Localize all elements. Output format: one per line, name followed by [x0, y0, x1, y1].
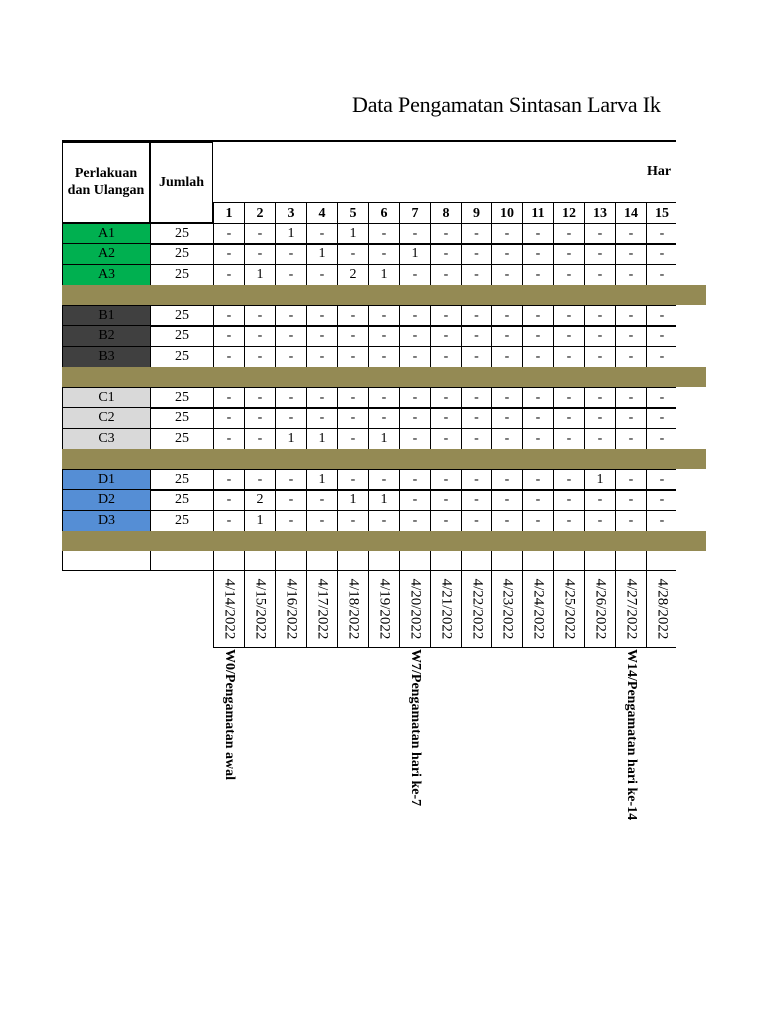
- observation-note: W7/Pengamatan hari ke-7: [408, 649, 423, 807]
- mortality-cell: -: [615, 243, 647, 265]
- header-days-label: Har: [647, 164, 672, 179]
- mortality-cell: -: [584, 243, 616, 265]
- header-treatment-label: Perlakuan dan Ulangan: [67, 166, 145, 198]
- date-cell: [213, 570, 245, 648]
- empty-day-cell: [584, 549, 616, 571]
- mortality-cell: 2: [244, 489, 276, 511]
- mortality-cell: -: [430, 428, 462, 450]
- empty-day-cell: [553, 549, 585, 571]
- mortality-cell: -: [553, 243, 585, 265]
- mortality-cell: -: [368, 407, 400, 429]
- row-count-b2: 25: [150, 325, 214, 347]
- group-separator: [62, 531, 706, 551]
- mortality-cell: 1: [584, 469, 616, 491]
- date-cell: [337, 570, 369, 648]
- mortality-cell: -: [275, 305, 307, 327]
- mortality-cell: 1: [399, 243, 431, 265]
- group-separator: [62, 449, 706, 469]
- mortality-cell: -: [306, 223, 338, 245]
- mortality-cell: -: [399, 346, 431, 368]
- day-number-11: 11: [522, 202, 554, 224]
- mortality-cell: -: [430, 305, 462, 327]
- mortality-cell: -: [399, 325, 431, 347]
- mortality-cell: -: [522, 469, 554, 491]
- date-label: 4/15/2022: [252, 578, 269, 640]
- mortality-cell: -: [584, 264, 616, 286]
- date-label: 4/16/2022: [283, 578, 300, 640]
- mortality-cell: -: [491, 428, 523, 450]
- mortality-cell: 1: [368, 489, 400, 511]
- date-cell: [306, 570, 338, 648]
- row-label-b2: B2: [62, 325, 151, 347]
- mortality-cell: -: [553, 387, 585, 409]
- mortality-cell: -: [337, 325, 369, 347]
- row-label-a1: A1: [62, 223, 151, 245]
- mortality-cell: -: [213, 264, 245, 286]
- mortality-cell: -: [430, 243, 462, 265]
- date-cell: [430, 570, 462, 648]
- date-cell: [461, 570, 492, 648]
- mortality-cell: -: [646, 305, 676, 327]
- day-number-6: 6: [368, 202, 400, 224]
- day-number-7: 7: [399, 202, 431, 224]
- row-count-d3: 25: [150, 510, 214, 532]
- mortality-cell: -: [244, 223, 276, 245]
- day-number-1: 1: [213, 202, 245, 224]
- mortality-cell: -: [399, 264, 431, 286]
- empty-day-cell: [646, 549, 676, 571]
- mortality-cell: -: [461, 243, 492, 265]
- row-label-a3: A3: [62, 264, 151, 286]
- row-label-d2: D2: [62, 489, 151, 511]
- mortality-cell: -: [275, 407, 307, 429]
- mortality-cell: -: [399, 469, 431, 491]
- mortality-cell: -: [213, 489, 245, 511]
- observation-note: W14/Pengamatan hari ke-14: [624, 649, 639, 821]
- mortality-cell: -: [522, 243, 554, 265]
- group-separator: [62, 285, 706, 305]
- empty-day-cell: [306, 549, 338, 571]
- date-cell: [522, 570, 554, 648]
- mortality-cell: -: [337, 387, 369, 409]
- mortality-cell: -: [615, 489, 647, 511]
- mortality-cell: 1: [275, 428, 307, 450]
- mortality-cell: -: [430, 407, 462, 429]
- date-label: 4/21/2022: [438, 578, 455, 640]
- mortality-cell: -: [646, 346, 676, 368]
- date-label: 4/18/2022: [345, 578, 362, 640]
- mortality-cell: -: [275, 264, 307, 286]
- empty-day-cell: [430, 549, 462, 571]
- mortality-cell: -: [337, 305, 369, 327]
- date-label: 4/19/2022: [376, 578, 393, 640]
- row-count-c1: 25: [150, 387, 214, 409]
- mortality-cell: -: [213, 223, 245, 245]
- mortality-cell: -: [584, 223, 616, 245]
- mortality-cell: -: [306, 346, 338, 368]
- mortality-cell: -: [553, 428, 585, 450]
- mortality-cell: -: [615, 469, 647, 491]
- date-label: 4/20/2022: [407, 578, 424, 640]
- mortality-cell: -: [553, 510, 585, 532]
- mortality-cell: -: [646, 407, 676, 429]
- empty-day-cell: [522, 549, 554, 571]
- mortality-cell: -: [646, 469, 676, 491]
- mortality-cell: -: [244, 305, 276, 327]
- row-count-c3: 25: [150, 428, 214, 450]
- row-count-d2: 25: [150, 489, 214, 511]
- mortality-cell: -: [306, 407, 338, 429]
- mortality-cell: -: [522, 407, 554, 429]
- mortality-cell: -: [430, 346, 462, 368]
- mortality-cell: -: [646, 243, 676, 265]
- mortality-cell: -: [430, 387, 462, 409]
- mortality-cell: -: [461, 407, 492, 429]
- row-count-c2: 25: [150, 407, 214, 429]
- mortality-cell: -: [337, 428, 369, 450]
- date-cell: [646, 570, 676, 648]
- empty-day-cell: [244, 549, 276, 571]
- mortality-cell: -: [244, 346, 276, 368]
- mortality-cell: -: [584, 325, 616, 347]
- empty-cell-count: [150, 549, 214, 571]
- mortality-cell: 1: [337, 223, 369, 245]
- empty-day-cell: [368, 549, 400, 571]
- date-cell: [368, 570, 400, 648]
- mortality-cell: -: [368, 510, 400, 532]
- mortality-cell: -: [275, 243, 307, 265]
- mortality-cell: -: [553, 407, 585, 429]
- mortality-cell: 1: [368, 428, 400, 450]
- mortality-cell: -: [584, 387, 616, 409]
- mortality-cell: -: [646, 223, 676, 245]
- day-number-15: 15: [646, 202, 676, 224]
- mortality-cell: -: [368, 305, 400, 327]
- row-label-b1: B1: [62, 305, 151, 327]
- mortality-cell: -: [213, 469, 245, 491]
- row-label-a2: A2: [62, 243, 151, 265]
- mortality-cell: -: [584, 510, 616, 532]
- row-count-b3: 25: [150, 346, 214, 368]
- mortality-cell: -: [615, 223, 647, 245]
- mortality-cell: -: [553, 489, 585, 511]
- mortality-cell: -: [213, 346, 245, 368]
- day-number-5: 5: [337, 202, 369, 224]
- mortality-cell: -: [306, 510, 338, 532]
- mortality-cell: -: [522, 489, 554, 511]
- mortality-cell: -: [275, 469, 307, 491]
- mortality-cell: -: [522, 223, 554, 245]
- mortality-cell: -: [553, 346, 585, 368]
- mortality-cell: -: [306, 489, 338, 511]
- date-label: 4/26/2022: [592, 578, 609, 640]
- mortality-cell: -: [213, 407, 245, 429]
- mortality-cell: -: [399, 407, 431, 429]
- day-number-12: 12: [553, 202, 585, 224]
- mortality-cell: -: [491, 264, 523, 286]
- date-label: 4/27/2022: [623, 578, 640, 640]
- mortality-cell: -: [399, 510, 431, 532]
- mortality-cell: -: [491, 305, 523, 327]
- mortality-cell: -: [522, 264, 554, 286]
- mortality-cell: -: [337, 346, 369, 368]
- row-label-b3: B3: [62, 346, 151, 368]
- mortality-cell: -: [368, 243, 400, 265]
- mortality-cell: -: [522, 346, 554, 368]
- mortality-cell: 1: [275, 223, 307, 245]
- mortality-cell: -: [553, 264, 585, 286]
- mortality-cell: -: [368, 469, 400, 491]
- mortality-cell: -: [275, 387, 307, 409]
- mortality-cell: -: [491, 407, 523, 429]
- mortality-cell: -: [491, 325, 523, 347]
- mortality-cell: -: [244, 387, 276, 409]
- row-count-a2: 25: [150, 243, 214, 265]
- mortality-cell: -: [646, 264, 676, 286]
- empty-day-cell: [337, 549, 369, 571]
- day-number-13: 13: [584, 202, 616, 224]
- day-number-14: 14: [615, 202, 647, 224]
- mortality-cell: -: [522, 325, 554, 347]
- mortality-cell: -: [522, 510, 554, 532]
- mortality-cell: -: [646, 428, 676, 450]
- mortality-cell: -: [213, 325, 245, 347]
- mortality-cell: -: [553, 305, 585, 327]
- date-cell: [584, 570, 616, 648]
- mortality-cell: -: [430, 223, 462, 245]
- row-count-d1: 25: [150, 469, 214, 491]
- day-number-8: 8: [430, 202, 462, 224]
- mortality-cell: -: [368, 325, 400, 347]
- mortality-cell: 2: [337, 264, 369, 286]
- mortality-cell: -: [522, 305, 554, 327]
- mortality-cell: -: [275, 325, 307, 347]
- mortality-cell: -: [491, 346, 523, 368]
- empty-day-cell: [275, 549, 307, 571]
- mortality-cell: 1: [368, 264, 400, 286]
- mortality-cell: -: [522, 428, 554, 450]
- mortality-cell: -: [430, 264, 462, 286]
- row-label-c1: C1: [62, 387, 151, 409]
- mortality-cell: -: [584, 346, 616, 368]
- mortality-cell: 1: [337, 489, 369, 511]
- mortality-cell: -: [461, 489, 492, 511]
- mortality-cell: -: [584, 407, 616, 429]
- mortality-cell: -: [646, 489, 676, 511]
- mortality-cell: -: [615, 387, 647, 409]
- date-cell: [275, 570, 307, 648]
- header-count-label: Jumlah: [158, 175, 205, 190]
- row-count-a3: 25: [150, 264, 214, 286]
- mortality-cell: -: [368, 223, 400, 245]
- date-cell: [615, 570, 647, 648]
- date-label: 4/22/2022: [469, 578, 485, 640]
- mortality-cell: -: [337, 243, 369, 265]
- mortality-cell: -: [244, 243, 276, 265]
- date-label: 4/25/2022: [561, 578, 578, 640]
- mortality-cell: -: [491, 510, 523, 532]
- mortality-cell: -: [213, 387, 245, 409]
- mortality-cell: -: [244, 407, 276, 429]
- date-cell: [553, 570, 585, 648]
- row-count-b1: 25: [150, 305, 214, 327]
- mortality-cell: -: [646, 387, 676, 409]
- mortality-cell: -: [306, 264, 338, 286]
- date-label: 4/28/2022: [654, 578, 671, 640]
- mortality-cell: 1: [306, 428, 338, 450]
- mortality-cell: -: [461, 428, 492, 450]
- mortality-cell: -: [368, 387, 400, 409]
- mortality-cell: -: [337, 407, 369, 429]
- row-label-d3: D3: [62, 510, 151, 532]
- mortality-cell: -: [337, 469, 369, 491]
- mortality-cell: -: [615, 305, 647, 327]
- day-number-2: 2: [244, 202, 276, 224]
- mortality-cell: -: [399, 387, 431, 409]
- mortality-cell: -: [461, 305, 492, 327]
- mortality-cell: -: [399, 428, 431, 450]
- mortality-cell: -: [244, 428, 276, 450]
- mortality-cell: -: [275, 346, 307, 368]
- mortality-cell: -: [553, 223, 585, 245]
- mortality-cell: 1: [244, 510, 276, 532]
- empty-day-cell: [461, 549, 492, 571]
- date-label: 4/14/2022: [221, 578, 238, 640]
- row-label-d1: D1: [62, 469, 151, 491]
- mortality-cell: -: [430, 510, 462, 532]
- day-number-10: 10: [491, 202, 523, 224]
- mortality-cell: -: [306, 387, 338, 409]
- mortality-cell: -: [244, 469, 276, 491]
- page-title: Data Pengamatan Sintasan Larva Ik: [352, 92, 661, 117]
- mortality-cell: -: [306, 325, 338, 347]
- mortality-cell: -: [615, 510, 647, 532]
- mortality-cell: -: [615, 264, 647, 286]
- row-label-c3: C3: [62, 428, 151, 450]
- mortality-cell: -: [491, 223, 523, 245]
- mortality-cell: -: [646, 510, 676, 532]
- mortality-cell: -: [646, 325, 676, 347]
- mortality-cell: -: [399, 489, 431, 511]
- group-separator: [62, 367, 706, 387]
- mortality-cell: -: [399, 223, 431, 245]
- mortality-cell: 1: [306, 243, 338, 265]
- mortality-cell: -: [553, 469, 585, 491]
- mortality-cell: -: [491, 243, 523, 265]
- mortality-cell: -: [430, 469, 462, 491]
- mortality-cell: 1: [306, 469, 338, 491]
- mortality-cell: -: [461, 387, 492, 409]
- mortality-cell: -: [275, 510, 307, 532]
- mortality-cell: -: [553, 325, 585, 347]
- mortality-cell: -: [584, 489, 616, 511]
- empty-cell-treatment: [62, 549, 151, 571]
- mortality-cell: -: [615, 428, 647, 450]
- mortality-cell: -: [491, 489, 523, 511]
- mortality-cell: -: [461, 264, 492, 286]
- date-cell: [244, 570, 276, 648]
- date-cell: [399, 570, 431, 648]
- empty-day-cell: [213, 549, 245, 571]
- mortality-cell: -: [615, 325, 647, 347]
- mortality-cell: -: [275, 489, 307, 511]
- mortality-cell: -: [584, 428, 616, 450]
- mortality-cell: -: [491, 387, 523, 409]
- mortality-cell: -: [430, 325, 462, 347]
- date-cell: [491, 570, 523, 648]
- mortality-cell: -: [461, 325, 492, 347]
- mortality-cell: -: [213, 305, 245, 327]
- row-count-a1: 25: [150, 223, 214, 245]
- mortality-cell: -: [584, 305, 616, 327]
- day-number-9: 9: [461, 202, 492, 224]
- mortality-cell: -: [213, 243, 245, 265]
- mortality-cell: -: [461, 346, 492, 368]
- mortality-cell: -: [615, 407, 647, 429]
- date-label: 4/23/2022: [499, 578, 516, 640]
- mortality-cell: -: [213, 428, 245, 450]
- mortality-cell: -: [337, 510, 369, 532]
- mortality-cell: -: [213, 510, 245, 532]
- mortality-cell: -: [368, 346, 400, 368]
- row-label-c2: C2: [62, 407, 151, 429]
- mortality-cell: -: [522, 387, 554, 409]
- mortality-cell: -: [615, 346, 647, 368]
- mortality-cell: 1: [244, 264, 276, 286]
- empty-day-cell: [615, 549, 647, 571]
- empty-day-cell: [399, 549, 431, 571]
- observation-note: W0/Pengamatan awal: [222, 649, 237, 781]
- mortality-cell: -: [306, 305, 338, 327]
- mortality-cell: -: [461, 223, 492, 245]
- mortality-cell: -: [244, 325, 276, 347]
- mortality-cell: -: [461, 469, 492, 491]
- mortality-cell: -: [399, 305, 431, 327]
- date-label: 4/17/2022: [314, 578, 331, 640]
- empty-day-cell: [491, 549, 523, 571]
- day-number-4: 4: [306, 202, 338, 224]
- date-label: 4/24/2022: [530, 578, 547, 640]
- mortality-cell: -: [491, 469, 523, 491]
- day-number-3: 3: [275, 202, 307, 224]
- mortality-cell: -: [461, 510, 492, 532]
- mortality-cell: -: [430, 489, 462, 511]
